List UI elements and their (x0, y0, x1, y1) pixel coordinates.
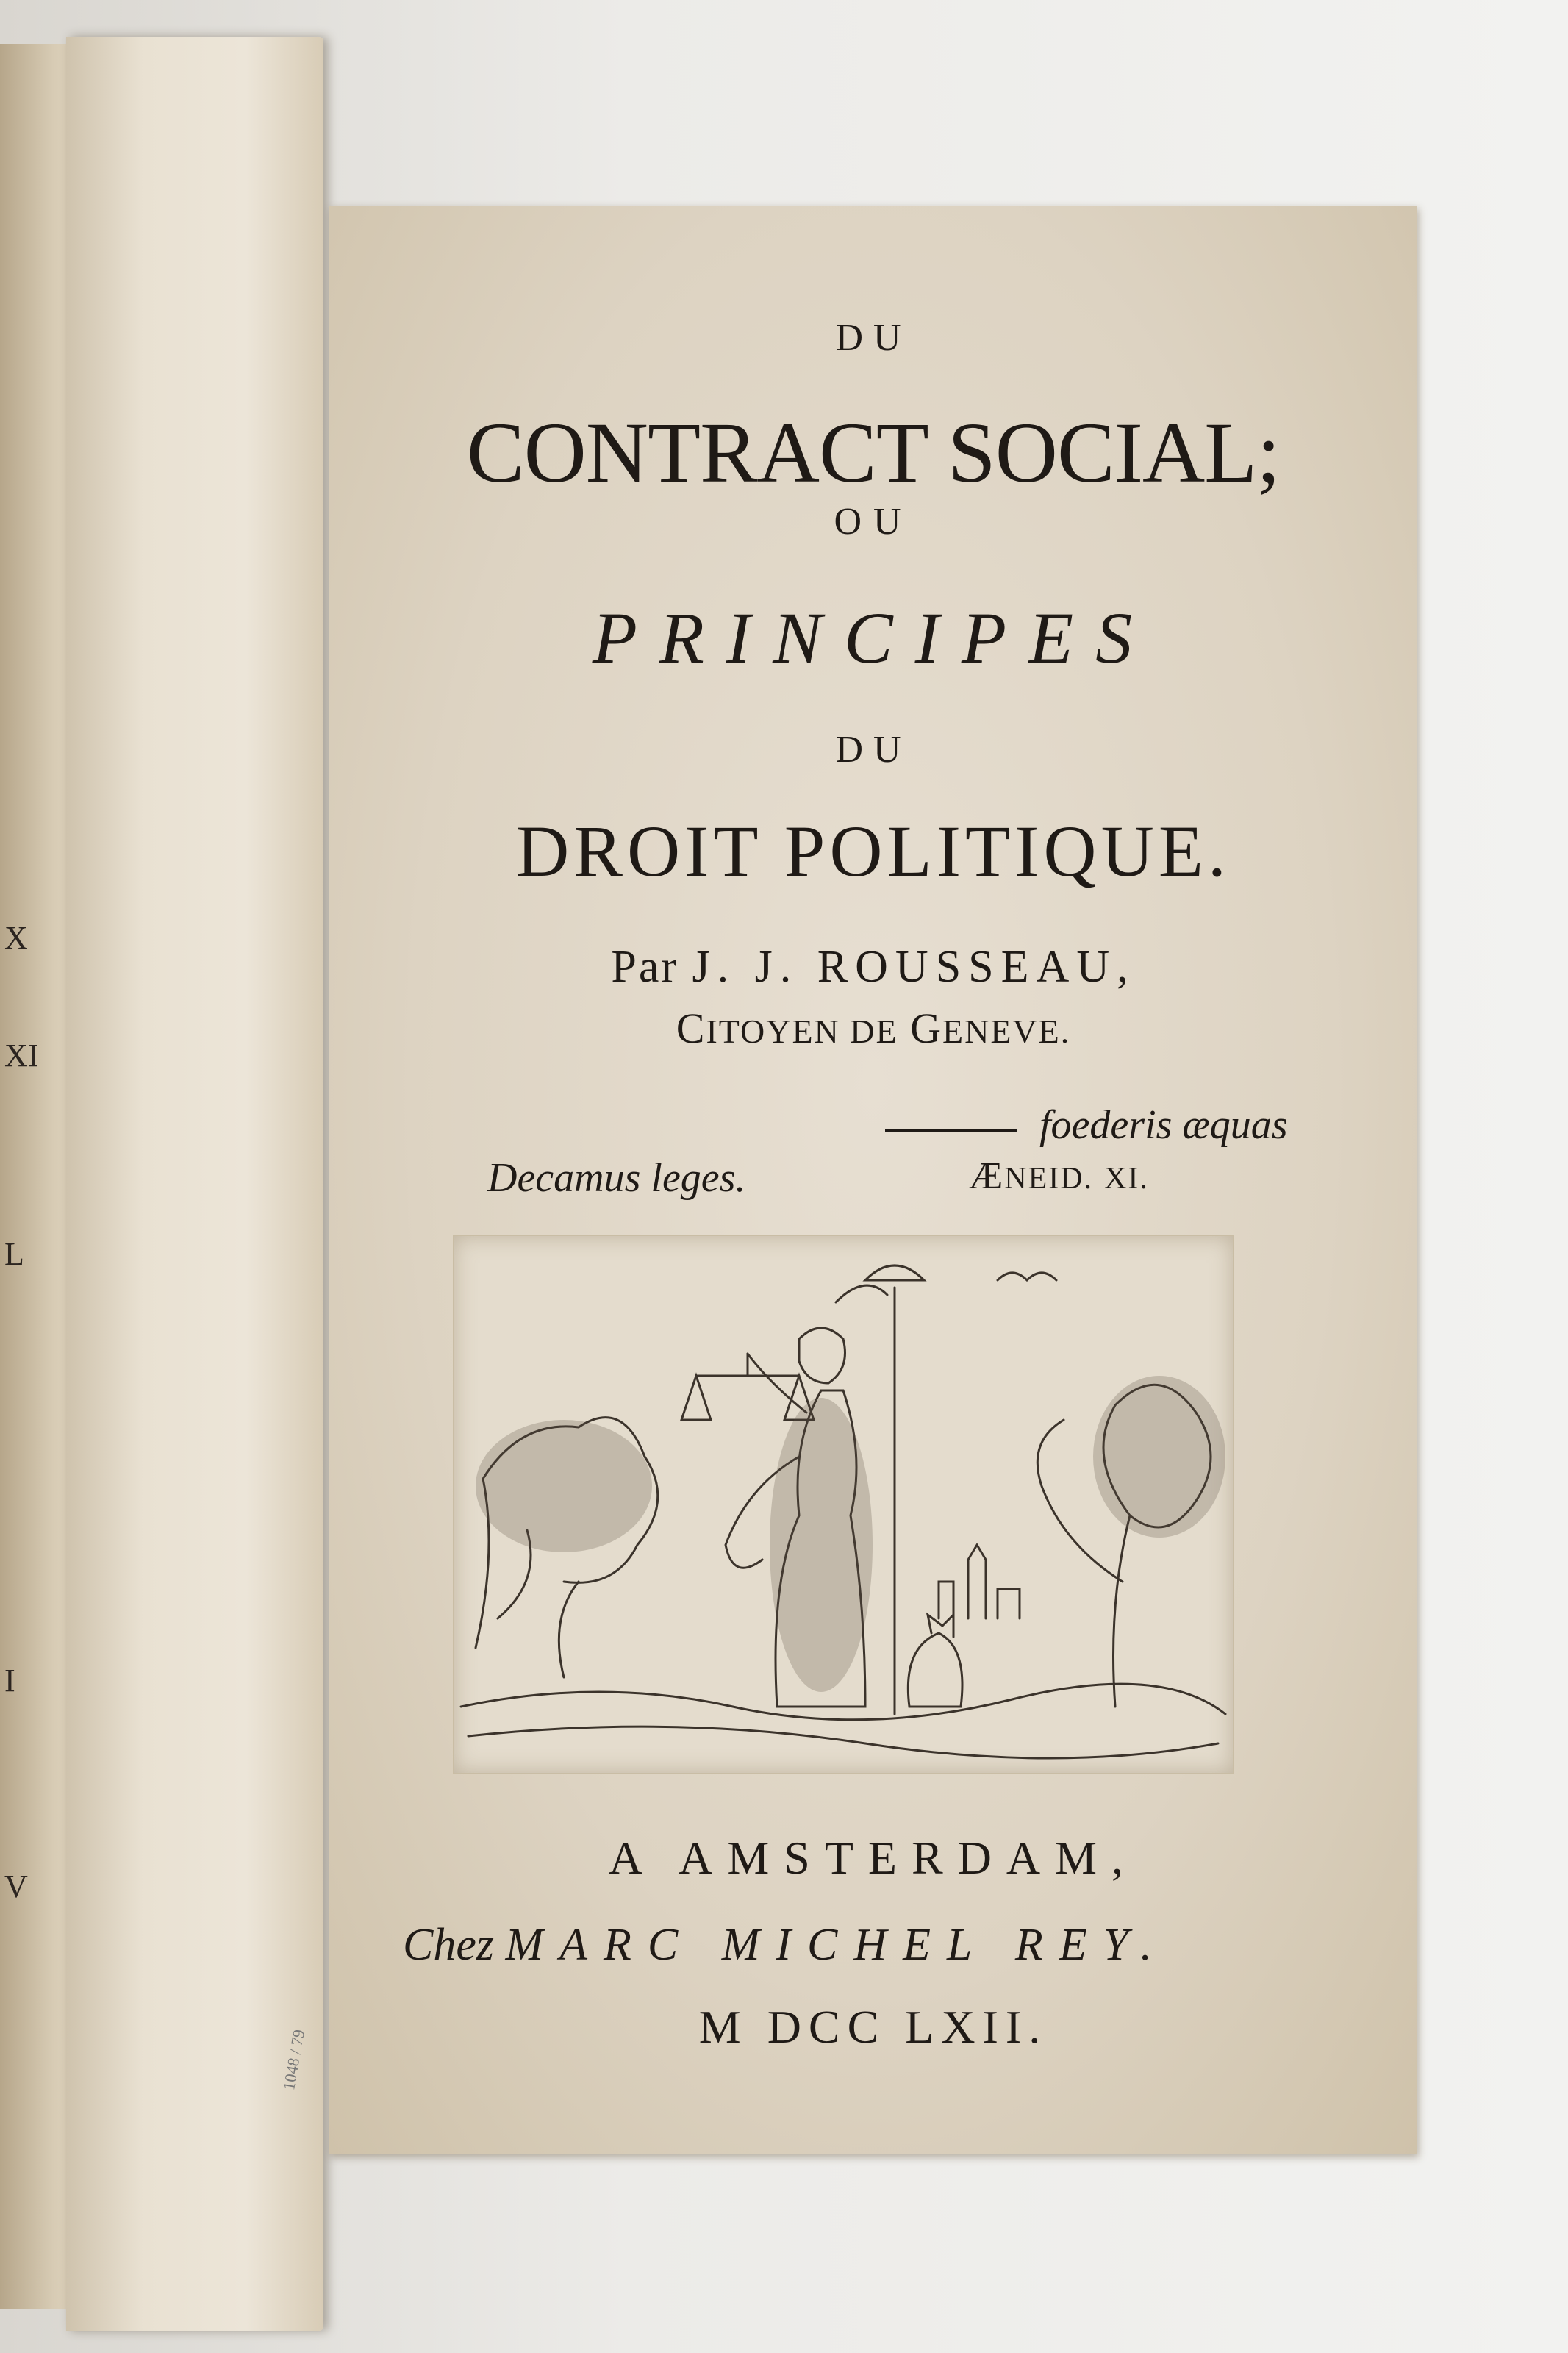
author-title-rest: ITOYEN DE (706, 1013, 898, 1050)
engraved-vignette (453, 1235, 1234, 1774)
title-principes: PRINCIPES (592, 597, 1155, 679)
main-title: CONTRACT SOCIAL; (466, 404, 1281, 501)
title-du: DU (835, 317, 912, 359)
motto-source-rest: NEID. (1004, 1162, 1094, 1196)
imprint-publisher: MARC MICHEL REY. (505, 1920, 1168, 1970)
imprint-publisher-line (403, 1919, 1168, 1971)
title-du-2: DU (835, 729, 912, 771)
pencil-note: 1048 / 79 (279, 2028, 309, 2092)
motto-source-book: XI. (1104, 1162, 1149, 1196)
author-city-initial: G (910, 1004, 942, 1052)
subtitle: DROIT POLITIQUE. (516, 810, 1231, 892)
motto-line-2: Decamus leges. (487, 1155, 746, 1201)
imprint-date: M DCC LXII. (698, 2001, 1048, 2053)
title-page (329, 206, 1417, 2154)
page-fragment: L (4, 1236, 24, 1272)
page-fragment: X (4, 920, 28, 956)
author-name: J. J. ROUSSEAU, (692, 942, 1136, 992)
page-fragment: XI (4, 1038, 39, 1074)
vignette-drawing (454, 1236, 1233, 1773)
motto-dash (885, 1129, 1017, 1132)
title-ou: OU (834, 501, 913, 543)
author-title (329, 1004, 1417, 1053)
page-fragment: I (4, 1663, 15, 1699)
author-city-rest: ENEVE. (942, 1013, 1071, 1050)
author-title-initial: C (676, 1004, 706, 1052)
author-line (329, 941, 1417, 993)
motto-line-1: foederis æquas (1039, 1102, 1288, 1148)
imprint-place: A AMSTERDAM, (608, 1832, 1139, 1884)
author-prefix: Par (611, 942, 679, 992)
motto-source (969, 1154, 1149, 1198)
page-fragment: V (4, 1868, 28, 1904)
motto-source-initial: Æ (969, 1155, 1005, 1197)
blank-flyleaf (66, 37, 323, 2331)
imprint-chez: Chez (403, 1920, 494, 1970)
